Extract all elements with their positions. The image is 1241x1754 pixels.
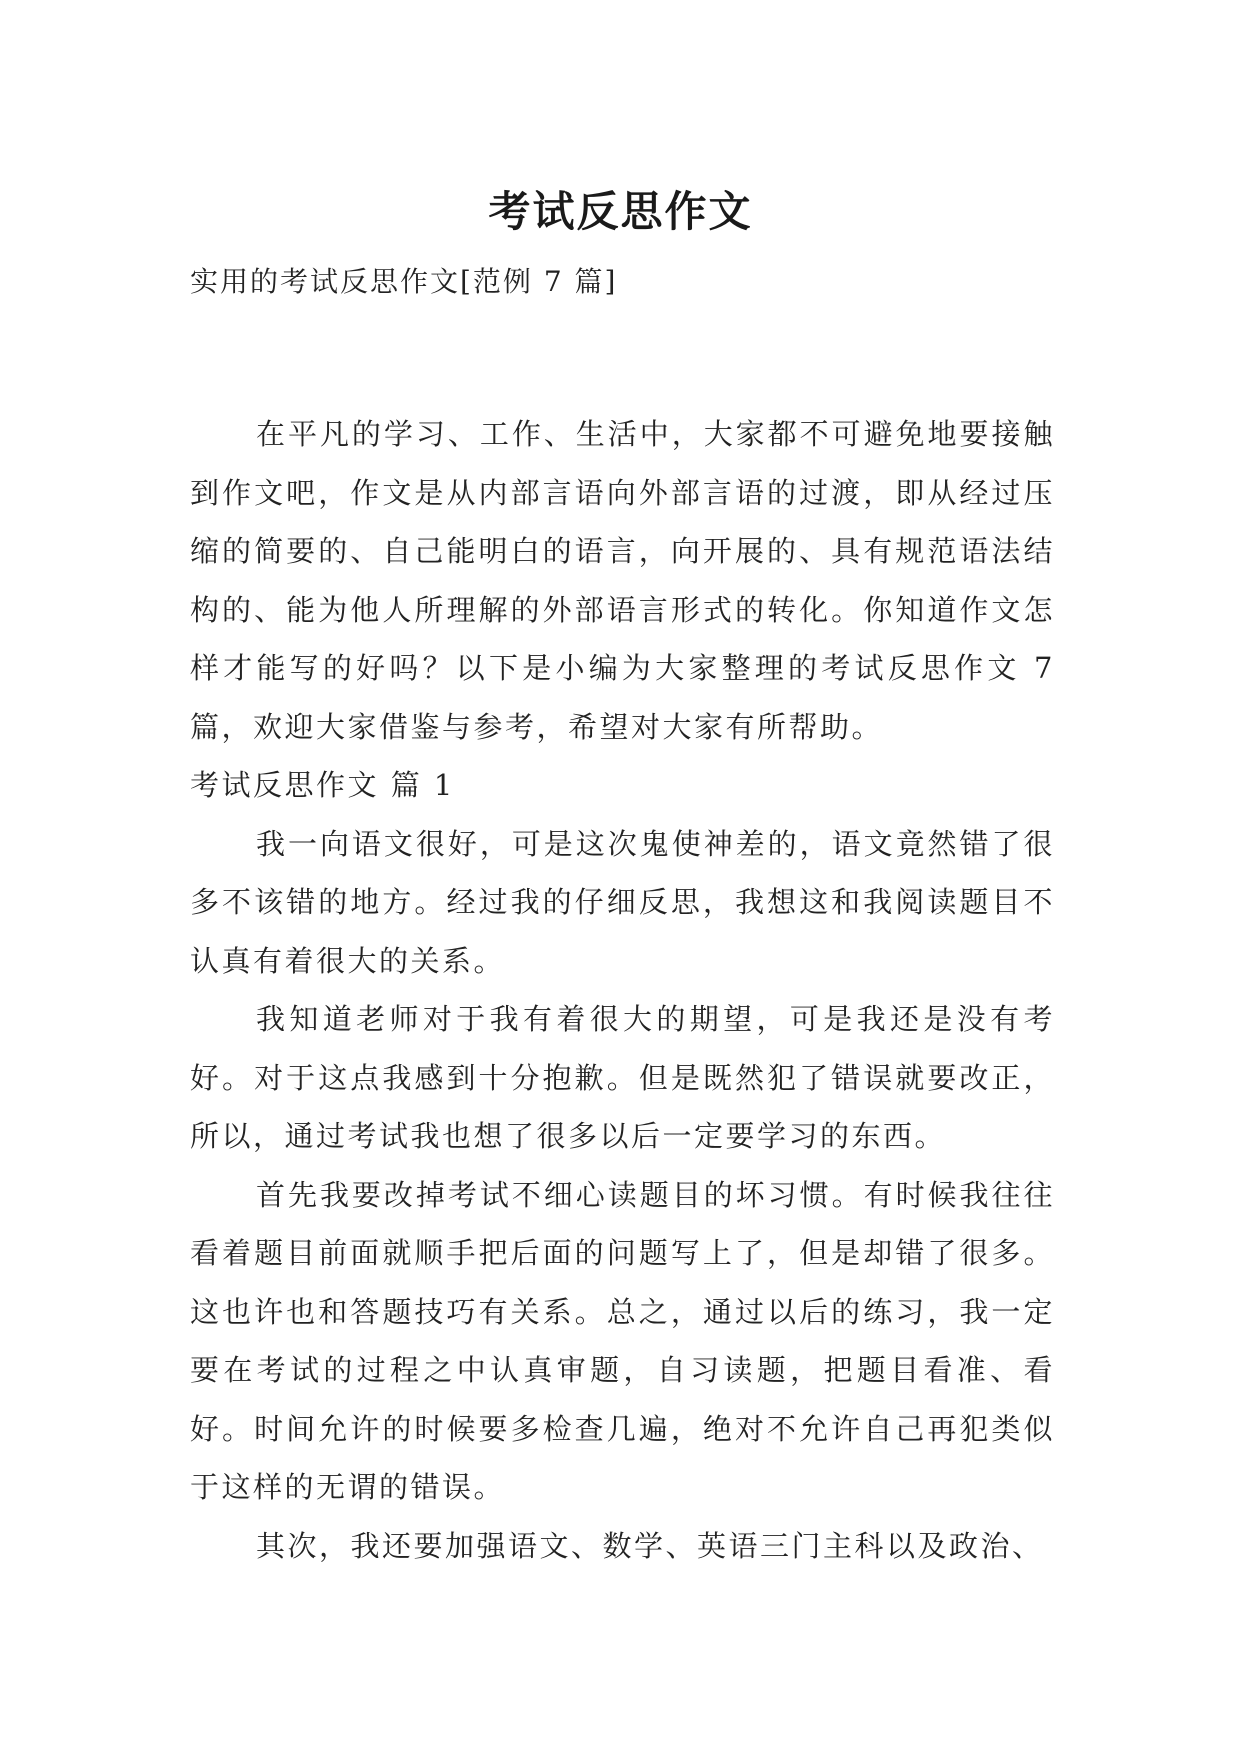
- body-paragraph: 其次，我还要加强语文、数学、英语三门主科以及政治、: [256, 1528, 1044, 1563]
- section-heading: 考试反思作文 篇 1: [190, 768, 455, 802]
- document-body: [190, 405, 1055, 1575]
- body-paragraph: 我一向语文很好，可是这次鬼使神差的，语文竟然错了很多不该错的地方。经过我的仔细反思，我想这和我阅读题目不认真有着很大的关系。: [190, 826, 1055, 978]
- intro-paragraph: 在平凡的学习、工作、生活中，大家都不可避免地要接触到作文吧，作文是从内部言语向外部言语的过渡，即从经过压缩的简要的、自己能明白的语言，向开展的、具有规范语法结构的、能为他人所理解的外部语言形式的转化。你知道作文怎样才能写的好吗？以下是小编为大家整理的考试反思作文 7 篇，欢迎大家借鉴与参考，希望对大家有所帮助。: [190, 417, 1055, 744]
- body-paragraph: 我知道老师对于我有着很大的期望，可是我还是没有考好。对于这点我感到十分抱歉。但是既然犯了错误就要改正，所以，通过考试我也想了很多以后一定要学习的东西。: [190, 1002, 1055, 1153]
- page-title: 考试反思作文: [488, 187, 753, 237]
- document-subtitle: 实用的考试反思作文[范例 7 篇]: [190, 265, 618, 298]
- body-paragraph: 首先我要改掉考试不细心读题目的坏习惯。有时候我往往看着题目前面就顺手把后面的问题写上了，但是却错了很多。这也许也和答题技巧有关系。总之，通过以后的练习，我一定要在考试的过程之中认真审题，自习读题，把题目看准、看好。时间允许的时候要多检查几遍，绝对不允许自己再犯类似于这样的无谓的错误。: [190, 1177, 1055, 1504]
